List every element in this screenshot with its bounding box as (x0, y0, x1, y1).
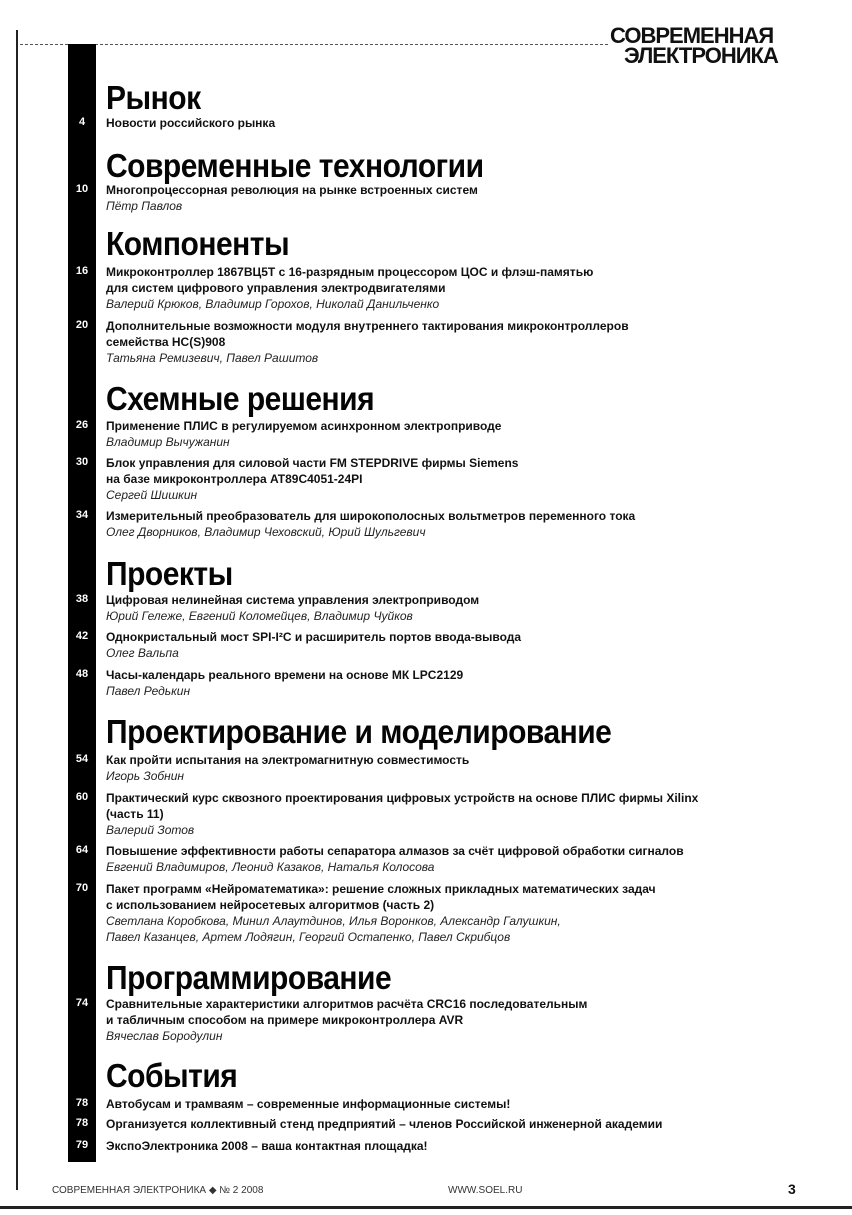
entry-authors: Сергей Шишкин (106, 488, 198, 502)
entry-page-number: 64 (75, 844, 89, 856)
entry-page-number: 16 (75, 265, 89, 277)
entry-authors: Павел Редькин (106, 684, 191, 698)
entry-page-number: 4 (78, 116, 86, 128)
logo-line-2: ЭЛЕКТРОНИКА (624, 43, 778, 68)
entry-authors: Владимир Вычужанин (106, 435, 230, 449)
entry-title: Новости российского рынка (106, 116, 276, 130)
entry-title: Блок управления для силовой части FM STEPDRIVE фирмы Siemens на базе микроконтроллера AT89C4051-24PI (106, 456, 519, 486)
bottom-rule (0, 1206, 852, 1209)
entry-page-number: 60 (75, 791, 89, 803)
footer-journal: СОВРЕМЕННАЯ ЭЛЕКТРОНИКА ◆ № 2 2008 (52, 1185, 264, 1196)
section-title: Проекты (106, 556, 233, 593)
section-title: Рынок (106, 80, 201, 117)
entry-title: Пакет программ «Нейроматематика»: решение сложных прикладных математических задач с использованием нейросетевых алгоритмов (часть 2) (106, 882, 656, 912)
entry-authors: Олег Вальпа (106, 646, 179, 660)
entry-title: Однокристальный мост SPI-I²C и расширитель портов ввода-вывода (106, 630, 522, 644)
entry-authors: Валерий Зотов (106, 823, 195, 837)
section-title: Компоненты (106, 226, 290, 263)
top-dashed-rule (20, 44, 608, 45)
section-title: Схемные решения (106, 381, 375, 418)
entry-title: Сравнительные характеристики алгоритмов расчёта CRC16 последовательным и табличным способом на примере микроконтроллера AVR (106, 997, 588, 1027)
entry-title: Практический курс сквозного проектирования цифровых устройств на основе ПЛИС фирмы Xilinx (часть 11) (106, 791, 699, 821)
entry-page-number: 20 (75, 319, 89, 331)
entry-authors: Евгений Владимиров, Леонид Казаков, Наталья Колосова (106, 860, 435, 874)
entry-authors: Вячеслав Бородулин (106, 1029, 223, 1043)
entry-title: ЭкспоЭлектроника 2008 – ваша контактная площадка! (106, 1139, 428, 1153)
entry-title: Дополнительные возможности модуля внутреннего тактирования микроконтроллеров семейства HC(S)908 (106, 319, 629, 349)
entry-page-number: 42 (75, 630, 89, 642)
entry-page-number: 78 (75, 1097, 89, 1109)
entry-title: Часы-календарь реального времени на основе МК LPC2129 (106, 668, 464, 682)
entry-page-number: 78 (75, 1117, 89, 1129)
section-title: События (106, 1058, 238, 1095)
entry-page-number: 10 (75, 183, 89, 195)
entry-title: Применение ПЛИС в регулируемом асинхронном электроприводе (106, 419, 502, 433)
entry-authors: Татьяна Ремизевич, Павел Рашитов (106, 351, 319, 365)
entry-page-number: 26 (75, 419, 89, 431)
entry-page-number: 74 (75, 997, 89, 1009)
entry-title: Повышение эффективности работы сепаратора алмазов за счёт цифровой обработки сигналов (106, 844, 684, 858)
entry-authors: Светлана Коробкова, Минил Алаутдинов, Илья Воронков, Александр Галушкин, Павел Казанцев, Артем Лодягин, Георгий Остапенко, Павел Скрибцов (106, 914, 561, 944)
journal-logo (610, 23, 790, 68)
entry-page-number: 34 (75, 509, 89, 521)
section-title: Современные технологии (106, 148, 484, 185)
entry-title: Микроконтроллер 1867ВЦ5Т с 16-разрядным процессором ЦОС и флэш-памятью для систем цифрового управления электродвигателями (106, 265, 594, 295)
entry-page-number: 48 (75, 668, 89, 680)
entry-title: Автобусам и трамваям – современные информационные системы! (106, 1097, 511, 1111)
footer-site: WWW.SOEL.RU (448, 1185, 523, 1196)
entry-title: Организуется коллективный стенд предприятий – членов Российской инженерной академии (106, 1117, 663, 1131)
section-title: Проектирование и моделирование (106, 714, 612, 751)
entry-authors: Юрий Гележе, Евгений Коломейцев, Владимир Чуйков (106, 609, 413, 623)
left-margin-rule (16, 30, 18, 1190)
entry-title: Измерительный преобразователь для широкополосных вольтметров переменного тока (106, 509, 636, 523)
section-title: Программирование (106, 960, 392, 997)
entry-page-number: 38 (75, 593, 89, 605)
entry-page-number: 54 (75, 753, 89, 765)
entry-title: Многопроцессорная революция на рынке встроенных систем (106, 183, 478, 197)
entry-page-number: 30 (75, 456, 89, 468)
entry-authors: Олег Дворников, Владимир Чеховский, Юрий Шульгевич (106, 525, 426, 539)
entry-page-number: 79 (75, 1139, 89, 1151)
entry-authors: Валерий Крюков, Владимир Горохов, Николай Данильченко (106, 297, 440, 311)
entry-authors: Пётр Павлов (106, 199, 183, 213)
entry-authors: Игорь Зобнин (106, 769, 185, 783)
logo-line-1: СОВРЕМЕННАЯ (610, 23, 774, 48)
footer-page-number: 3 (788, 1181, 796, 1197)
entry-title: Цифровая нелинейная система управления электроприводом (106, 593, 480, 607)
entry-title: Как пройти испытания на электромагнитную совместимость (106, 753, 470, 767)
entry-page-number: 70 (75, 882, 89, 894)
